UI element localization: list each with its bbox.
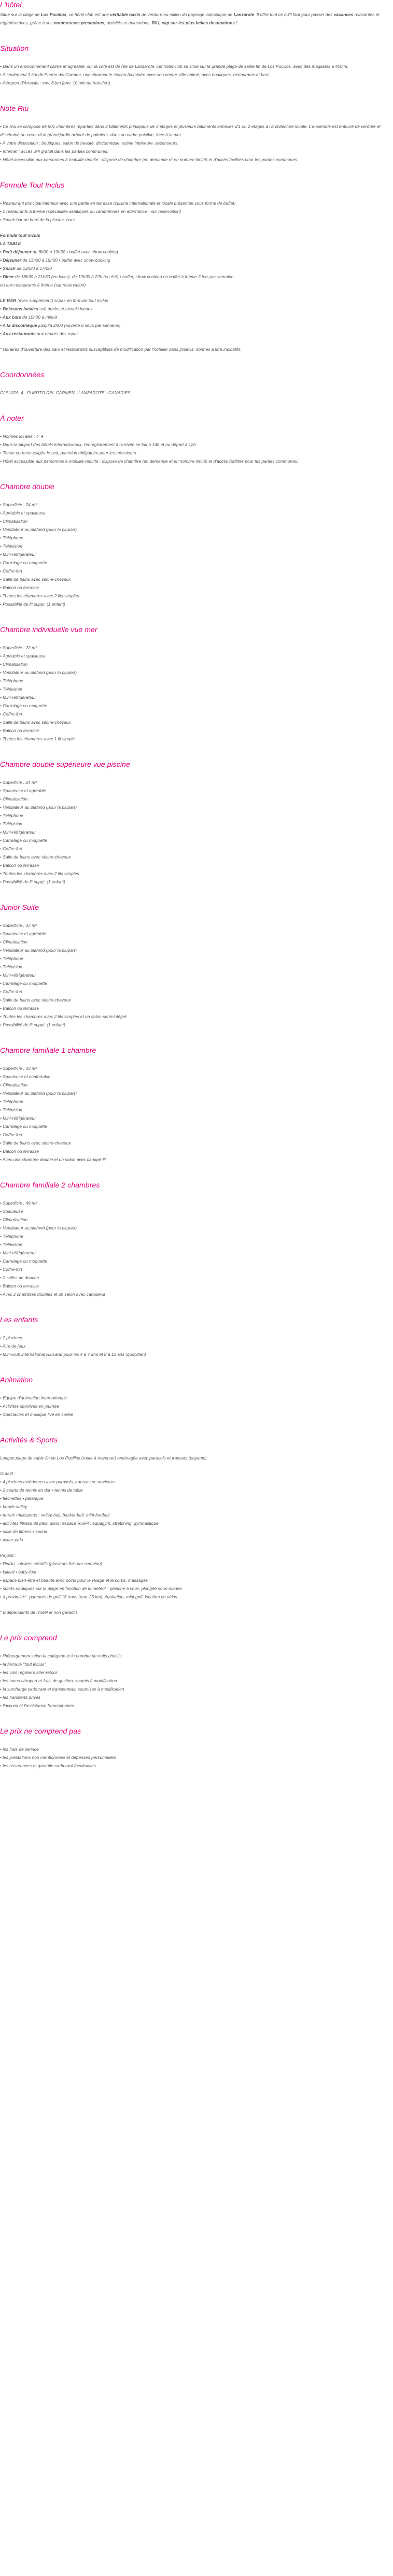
list-item: • Coffre-fort <box>0 1267 22 1272</box>
list-item: • Climatisation <box>0 1217 28 1222</box>
room-types <box>0 480 393 1313</box>
intro-bold-5: nombreuses prestations <box>53 20 105 25</box>
list-item: • Télévision <box>0 1107 22 1112</box>
list-item: • Mini-réfrigérateur <box>0 972 36 978</box>
section-title-prix-ne-comprend: Le prix ne comprend pas <box>0 1727 81 1736</box>
meal-name: • Snack <box>0 266 16 271</box>
list-item <box>0 256 393 264</box>
table-label <box>0 239 393 248</box>
formule-subtitle-text: Formule tout inclus <box>0 233 40 238</box>
list-item: • Coffre-fort <box>0 568 22 574</box>
intro-bold-4: vacances <box>333 12 354 17</box>
section-title-a-noter: À noter <box>0 414 24 423</box>
section-title-coordonnees: Coordonnées <box>0 371 45 379</box>
list-item: • Balcon ou terrasse <box>0 585 39 590</box>
list-item <box>0 321 393 330</box>
a-noter-list <box>0 432 393 465</box>
formule-subtitle <box>0 231 393 239</box>
list-item: • Salle de bains avec sèche-cheveux <box>0 577 71 582</box>
list-item: • beach-volley <box>0 1504 27 1509</box>
list-item: • Salle de bains avec sèche-cheveux <box>0 1140 71 1146</box>
list-item: • Télévision <box>0 964 22 969</box>
list-item: • Balcon ou terrasse <box>0 863 39 868</box>
list-item: • Spacieuse <box>0 1209 23 1214</box>
list-item: • activités fitness de plein dans l'espace RiuFit : aquagym, stretching, gymnastique <box>0 1521 159 1526</box>
meal-name: • Petit déjeuner <box>0 249 32 254</box>
list-item: • fléchettes • pétanque <box>0 1496 44 1501</box>
bar-item-text: de 10h00 à minuit <box>21 314 57 320</box>
list-item: • espace bien-être et beauté avec soins pour le visage et le corps, massages <box>0 1578 148 1583</box>
list-item: • Equipe d'animation internationale <box>0 1395 67 1400</box>
section-room-0 <box>0 480 393 608</box>
intro-text-3: de verdure au milieu du paysage volcanique de <box>140 12 234 17</box>
activites-intro: Longue plage de sable fin de Los Pocillos (route à traverser) aménagée avec parasols et transats (payants). <box>0 1455 208 1461</box>
intro-bold-3: Lanzarote <box>233 12 255 17</box>
list-item: • Carrelage ou moquette <box>0 560 47 565</box>
list-item: • Ventilateur au plafond (pour la plupart) <box>0 1225 77 1230</box>
list-item: • Mini-réfrigérateur <box>0 1250 36 1255</box>
list-item: • Ventilateur au plafond (pour la plupart) <box>0 948 77 953</box>
meals-note: ou aux restaurants à thème (sur réservation) <box>0 282 86 288</box>
situation-list <box>0 62 393 87</box>
activites-footnote: * Indépendants de l'hôtel et non garantis. <box>0 1610 79 1615</box>
list-item <box>0 264 393 273</box>
list-item: • Mini-réfrigérateur <box>0 552 36 557</box>
intro-bold-2: véritable oasis <box>110 12 141 17</box>
list-item: • Superficie : 24 m² <box>0 502 37 507</box>
list-item: • Agréable et spacieuse <box>0 653 46 659</box>
list-item: • Télévision <box>0 543 22 549</box>
animation-list <box>0 1394 393 1419</box>
list-item: • Toutes les chambres avec 2 lits simples <box>0 593 79 598</box>
section-formule <box>0 178 393 353</box>
list-item: • les assurances et garantie carburant facultatives <box>0 1763 96 1768</box>
section-room-4 <box>0 1043 393 1164</box>
list-item: • Hôtel accessible aux personnes à mobilité réduite : dispose de chambre (en demande et en nombre limité) et d'accès facilités pour les parties communes. <box>0 459 299 464</box>
enfants-list <box>0 1334 393 1358</box>
list-item: • l'hébergement selon la catégorie et le nombre de nuits choisis <box>0 1653 122 1658</box>
bar-item-text: soft drinks et alcools locaux <box>38 306 93 311</box>
intro-text-2: , ce hôtel-club est une <box>66 12 110 17</box>
ne-comprend-list <box>0 1745 393 1770</box>
formule-list <box>0 199 393 224</box>
list-item: • salle de fitness • sauna <box>0 1529 48 1534</box>
meal-hours: de 13h00 à 15h00 • buffet avec show cooking <box>21 257 110 263</box>
list-item: • Possibilité de lit suppl. (1 enfant) <box>0 1022 65 1027</box>
list-item: • 2 restaurants à thème (spécialités asiatiques ou canariennes en alternance - sur réservation) <box>0 209 181 214</box>
list-item: • Normes locales : 4 ★ <box>0 434 44 439</box>
meal-hours: de 18h30 à 21h30 (en hiver), de 19h30 à 22h (en été) • buffet, show cooking ou buffet à thème 2 fois par semaine <box>13 274 234 279</box>
section-room-3 <box>0 900 393 1029</box>
section-title-enfants: Les enfants <box>0 1316 38 1324</box>
list-item: • Balcon ou terrasse <box>0 1006 39 1011</box>
list-item <box>0 330 393 338</box>
intro-bold-6: RIU, cap sur les plus belles destinations ! <box>151 20 238 25</box>
list-item: • les frais de service <box>0 1747 39 1752</box>
list-item: • Télévision <box>0 821 22 826</box>
bar-item-name: • Aux restaurants <box>0 331 36 336</box>
list-item: • l'accueil et l'assistance francophones <box>0 1703 74 1708</box>
list-item: • à proximité* : parcours de golf 18 trous (env. 25 km), équitation, mini-golf, location de vélos <box>0 1594 177 1599</box>
list-item: • 4 piscines extérieures avec parasols, transats et serviettes <box>0 1479 116 1484</box>
list-item: • Téléphone <box>0 1099 23 1104</box>
list-item: • Salle de bains avec sèche-cheveux <box>0 997 71 1003</box>
intro-text-1: Situé sur la plage de <box>0 12 41 17</box>
list-item: • Balcon ou terrasse <box>0 1149 39 1154</box>
list-item: • Téléphone <box>0 813 23 818</box>
list-item: • Possibilité de lit suppl. (1 enfant) <box>0 879 65 884</box>
list-item: • Télévision <box>0 1242 22 1247</box>
section-enfants <box>0 1313 393 1358</box>
section-prix-ne-comprend <box>0 1724 393 1770</box>
list-item: • sports nautiques sur la plage en fonction de la météo* : planche à voile, plongée sous-marine <box>0 1586 182 1591</box>
list-item: • Carrelage ou moquette <box>0 703 47 708</box>
payant-label: Payant : <box>0 1553 16 1558</box>
list-item: • la surcharge carburant et transporteur, soumises à modification <box>0 1686 124 1692</box>
list-item: • Toutes les chambres avec 2 lits simples <box>0 871 79 876</box>
list-item: • Coffre-fort <box>0 846 22 851</box>
list-item: • les prestations non mentionnées et dépenses personnelles <box>0 1755 116 1760</box>
list-item: • Spacieuse et agréable <box>0 931 46 936</box>
list-item: • Snack-bar au bord de la piscine, bars <box>0 217 75 222</box>
list-item: • Toutes les chambres avec 1 lit simple <box>0 736 75 741</box>
note-riu-list <box>0 122 393 164</box>
section-title-prix-comprend: Le prix comprend <box>0 1634 57 1642</box>
list-item: • Ventilateur au plafond (pour la plupart) <box>0 805 77 810</box>
section-title-situation: Situation <box>0 45 29 53</box>
list-item: • la formule "tout inclus" <box>0 1662 46 1667</box>
intro-bold-1: Los Pocillos <box>40 12 67 17</box>
bar-item-name: • A la discothèque <box>0 323 37 328</box>
meal-hours: de 12h30 à 17h30 <box>15 266 52 271</box>
room-features-list <box>0 921 393 1029</box>
bar-list <box>0 305 393 338</box>
list-item: • Ventilateur au plafond (pour la plupart) <box>0 1091 77 1096</box>
list-item: • les vols réguliers aller-retour <box>0 1670 58 1675</box>
list-item: • Coffre-fort <box>0 989 22 994</box>
intro-text-5: relaxantes et régénératrices, grâce à ses <box>0 12 380 25</box>
section-room-5 <box>0 1178 393 1298</box>
list-item: • Superficie : 24 m² <box>0 780 37 785</box>
list-item: • Aéroport d'Arrecife : env. 8 km (env. 10 min de transfert). <box>0 80 111 85</box>
list-item: • Spectacles et musique live en soirée <box>0 1412 74 1417</box>
list-item: • Avec 2 chambres doubles et un salon avec canapé-lit <box>0 1292 106 1297</box>
section-title-note-riu: Note Riu <box>0 105 29 113</box>
list-item: • Dans un environnement calme et agréable, sur la côte est de l'île de Lanzarote, cet hôtel-club se situe sur la grande plage de sable fin de Los Pocillos, avec des magasins à 400 m. <box>0 64 349 69</box>
list-item: • 2 piscines <box>0 1335 22 1340</box>
room-title: Chambre familiale 1 chambre <box>0 1047 96 1055</box>
room-features-list <box>0 778 393 886</box>
section-title-activites: Activités & Sports <box>0 1436 58 1444</box>
list-item: • RiuArt : ateliers créatifs (plusieurs fois par semaine) <box>0 1561 103 1566</box>
room-features-list <box>0 1064 393 1164</box>
list-item: • Aire de jeux <box>0 1343 26 1349</box>
list-item: • Agréable et spacieuse <box>0 510 46 516</box>
list-item: • 2 salles de douche <box>0 1275 39 1280</box>
hotel-address: C/ SUIZA, 4 - PUERTO DEL CARMEN - LANZAROTE - CANARIES <box>0 390 131 395</box>
list-item: • Climatisation <box>0 662 28 667</box>
section-activites <box>0 1433 393 1616</box>
section-note-riu <box>0 102 393 164</box>
gratuit-label: Gratuit : <box>0 1471 16 1476</box>
list-item: • Carrelage ou moquette <box>0 1258 47 1264</box>
list-item: • Mini-club international RiuLand pour les 4 à 7 ans et 8 à 12 ans (quotidien) <box>0 1352 146 1357</box>
list-item: • Carrelage ou moquette <box>0 981 47 986</box>
room-title: Chambre double supérieure vue piscine <box>0 761 130 769</box>
room-title: Junior Suite <box>0 904 39 912</box>
list-item: • Carrelage ou moquette <box>0 838 47 843</box>
list-item: • les taxes aéroport et frais de gestion, soumis à modification <box>0 1678 117 1683</box>
section-a-noter <box>0 411 393 465</box>
bar-label-bold: LE BAR <box>0 298 17 303</box>
meals-list <box>0 248 393 281</box>
section-animation <box>0 1373 393 1419</box>
list-item: • Climatisation <box>0 796 28 802</box>
comprend-list <box>0 1652 393 1710</box>
list-item: • Superficie : 33 m² <box>0 1066 37 1071</box>
room-features-list <box>0 500 393 608</box>
section-room-1 <box>0 623 393 743</box>
bar-item-text: jusqu'à 2h00 (ouverte 6 soirs par semaine) <box>37 323 121 328</box>
list-item: • Ventilateur au plafond (pour la plupart) <box>0 670 77 675</box>
room-features-list <box>0 1199 393 1298</box>
list-item: • Activités sportives en journée <box>0 1404 59 1409</box>
bar-item-name: • Boissons locales <box>0 306 38 311</box>
list-item: • Spacieuse et agréable <box>0 788 46 793</box>
list-item: • Possibilité de lit suppl. (1 enfant) <box>0 602 65 607</box>
payant-list <box>0 1559 393 1601</box>
bar-item-name: • Aux bars <box>0 314 21 320</box>
hotel-intro <box>0 10 393 27</box>
list-item: • Tenue correcte exigée le soir, pantalon obligatoire pour les messieurs. <box>0 450 137 455</box>
section-coordonnees <box>0 368 393 397</box>
list-item <box>0 305 393 313</box>
list-item: • Téléphone <box>0 535 23 540</box>
list-item: • Ventilateur au plafond (pour la plupart) <box>0 527 77 532</box>
bar-item-text: aux heures des repas <box>35 331 79 336</box>
list-item: • les transferts privés <box>0 1695 40 1700</box>
list-item: • Télévision <box>0 686 22 692</box>
list-item: • Mini-réfrigérateur <box>0 1115 36 1121</box>
section-situation <box>0 41 393 87</box>
list-item: • Spacieuse et confortable <box>0 1074 51 1079</box>
list-item: • Climatisation <box>0 1082 28 1087</box>
list-item: • 2 courts de tennis en dur • tennis de table <box>0 1487 83 1493</box>
section-title-animation: Animation <box>0 1376 33 1384</box>
list-item: • Coffre-fort <box>0 711 22 717</box>
list-item: • Coffre-fort <box>0 1132 22 1137</box>
list-item: • Mini-réfrigérateur <box>0 829 36 835</box>
intro-text-6: , activités et animations. <box>104 20 152 25</box>
list-item: • Salle de bains avec sèche-cheveux <box>0 854 71 860</box>
list-item <box>0 313 393 321</box>
bar-label <box>0 296 393 305</box>
list-item: • terrain multisports : volley-ball, basket-ball, mini-football <box>0 1512 109 1518</box>
room-title: Chambre individuelle vue mer <box>0 626 97 634</box>
section-hotel <box>0 0 393 27</box>
list-item: • Superficie : 49 m² <box>0 1200 37 1206</box>
formule-footnote: * Horaires d'ouverture des bars et restaurants susceptibles de modification par l'hôtelier sans préavis, donnés à titre indicatifs. <box>0 347 242 352</box>
list-item: • Mini-réfrigérateur <box>0 695 36 700</box>
intro-text-4: . Il offre tout ce qu'il faut pour passer des <box>254 12 334 17</box>
list-item: • billard • baby-foot <box>0 1569 37 1575</box>
list-item: • Internet : accès wifi gratuit dans les parties communes. <box>0 149 109 154</box>
list-item: • Superficie : 22 m² <box>0 645 37 650</box>
table-label-text: LA TABLE <box>0 241 21 246</box>
list-item: • Carrelage ou moquette <box>0 1124 47 1129</box>
list-item <box>0 248 393 256</box>
bar-label-text: (avec supplément) si pas en formule tout inclus <box>16 298 108 303</box>
list-item: • Climatisation <box>0 939 28 944</box>
list-item: • Salle de bains avec sèche-cheveux <box>0 720 71 725</box>
room-title: Chambre double <box>0 483 54 491</box>
meal-name: • Dîner <box>0 274 14 279</box>
list-item: • Superficie : 37 m² <box>0 923 37 928</box>
list-item: • Téléphone <box>0 956 23 961</box>
list-item: • Avec une chambre double et un salon avec canapé-lit <box>0 1157 106 1162</box>
list-item: • A seulement 3 km de Puerto del Carmen, une charmante station balnéaire avec son centre-ville animé, avec boutiques, restaurants et bars. <box>0 72 271 77</box>
list-item: • Balcon ou terrasse <box>0 728 39 733</box>
room-title: Chambre familiale 2 chambres <box>0 1181 100 1190</box>
list-item: • Climatisation <box>0 519 28 524</box>
list-item: • Téléphone <box>0 678 23 683</box>
list-item: • Restaurant principal intérieur avec une partie en terrasse (cuisine internationale et locale présentée sous forme de buffet) <box>0 201 236 206</box>
meal-name: • Déjeuner <box>0 257 22 263</box>
list-item: • Balcon ou terrasse <box>0 1283 39 1289</box>
list-item: • Hôtel accessible aux personnes à mobilité réduite : dispose de chambre (en demande et en nombre limité) et d'accès facilités pour les parties communes. <box>0 157 299 162</box>
meal-hours: de 8h00 à 10h30 • buffet avec show cooking <box>31 249 118 254</box>
room-features-list <box>0 643 393 743</box>
gratuit-list <box>0 1478 393 1544</box>
list-item: • Toutes les chambres avec 2 lits simples et un salon semi-intégré <box>0 1014 127 1019</box>
list-item: • water-polo <box>0 1537 23 1542</box>
section-room-2 <box>0 757 393 886</box>
list-item: • Téléphone <box>0 1234 23 1239</box>
list-item: • A votre disposition : boutiques, salon de beauté, discothèque, scène intérieure, ascenseurs. <box>0 140 179 146</box>
list-item: • Ce Riu se compose de 501 chambres réparties dans 2 bâtiments principaux de 3 étages et plusieurs bâtiments annexes d'1 ou 2 étages à l'architecture locale. L'ensemble est entouré de verdure et disséminé au cœur d'un grand jardin arboré de palmiers, dans un cadre paisible, face à la mer. <box>0 124 381 137</box>
section-title-formule: Formule Tout Inclus <box>0 181 65 190</box>
list-item <box>0 273 393 281</box>
section-title-hotel: L'hôtel <box>0 1 22 9</box>
section-prix-comprend <box>0 1631 393 1710</box>
list-item: • Dans la plupart des hôtels internationaux, l'enregistrement à l'arrivée se fait à 14h et au départ à 12h. <box>0 442 197 447</box>
